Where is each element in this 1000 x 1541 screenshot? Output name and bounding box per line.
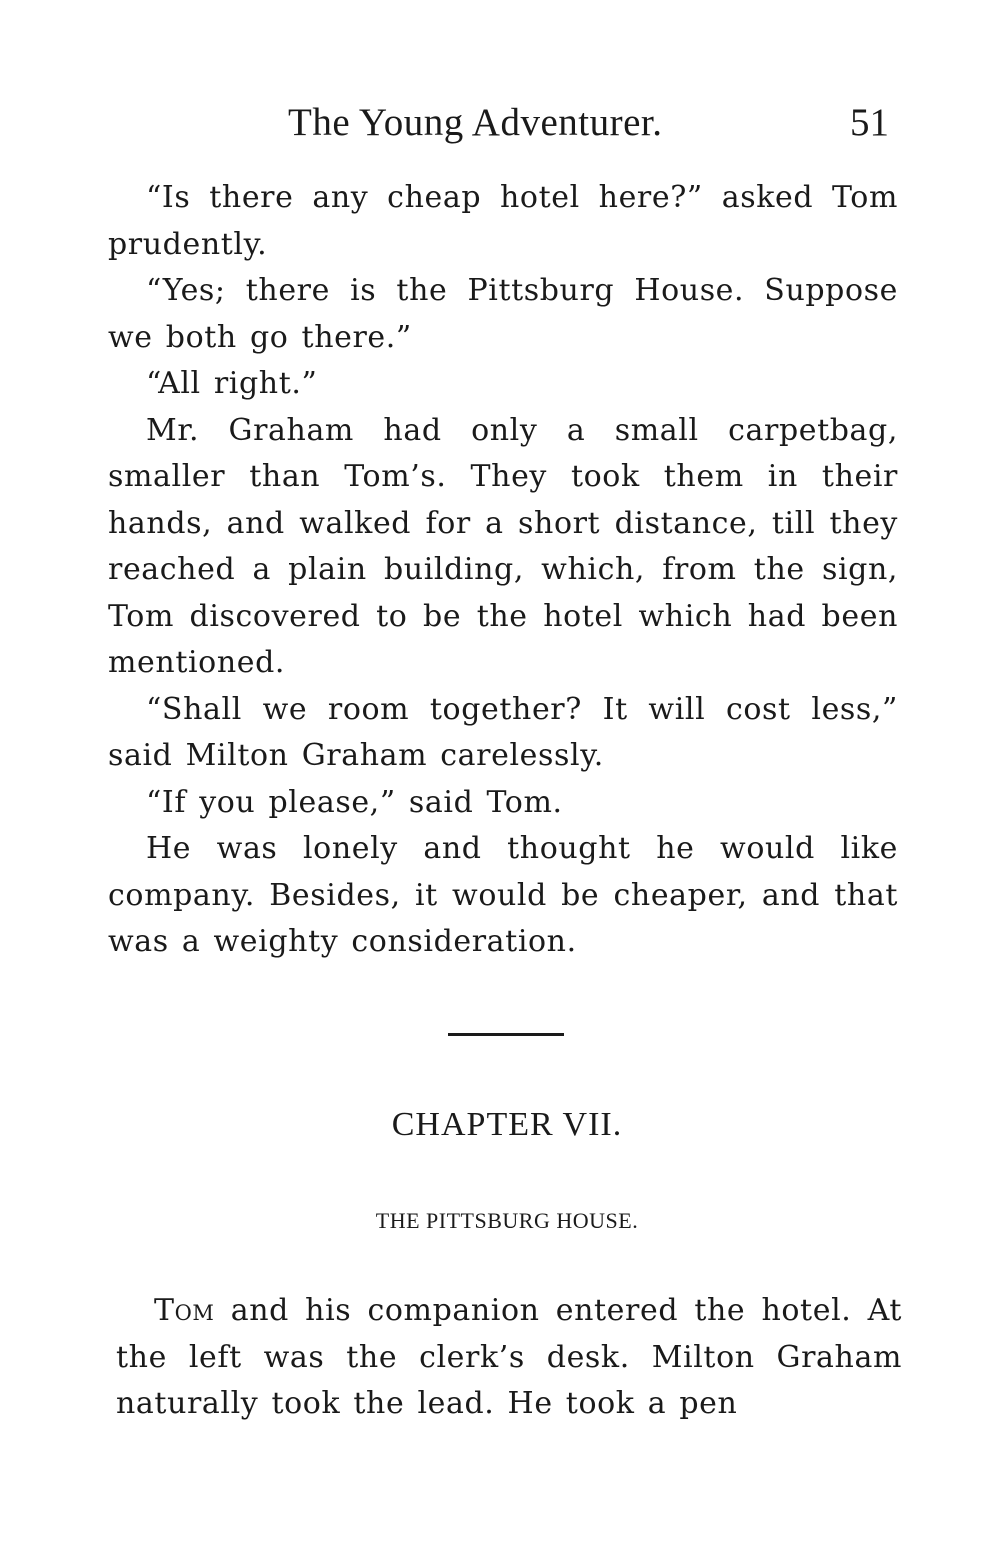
chapter-subtitle: THE PITTSBURG HOUSE. [375,1208,639,1233]
opening-text: and his companion entered the hotel. At the left was the clerk’s desk. Milton Graham naturally took the lead. He took a pen [116,1293,902,1421]
paragraph: “Shall we room together? It will cost less,” said Milton Graham carelessly. [108,691,898,773]
section-divider [448,1033,564,1036]
paragraph: “Yes; there is the Pittsburg House. Suppose we both go there.” [108,273,898,355]
paragraph: He was lonely and thought he would like company. Besides, it would be cheaper, and that was a weighty consideration. [108,831,898,959]
paragraph: “All right.” [146,366,318,401]
paragraph: Mr. Graham had only a small carpetbag, smaller than Tom’s. They took them in their hands, and walked for a short distance, till they reached a plain building, which, from the sign, Tom discovered to be the hotel which had been mentioned. [108,412,898,680]
chapter-body-top [108,175,898,966]
paragraph: “Is there any cheap hotel here?” asked Tom prudently. [108,180,898,262]
opening-word: Tom [154,1293,215,1328]
running-title: The Young Adventurer. [288,101,663,144]
page-number: 51 [850,101,889,144]
opening-paragraph [116,1288,902,1428]
chapter-heading: CHAPTER VII. [391,1106,623,1143]
chapter-body-bottom [116,1288,902,1428]
paragraph: “If you please,” said Tom. [146,784,563,820]
